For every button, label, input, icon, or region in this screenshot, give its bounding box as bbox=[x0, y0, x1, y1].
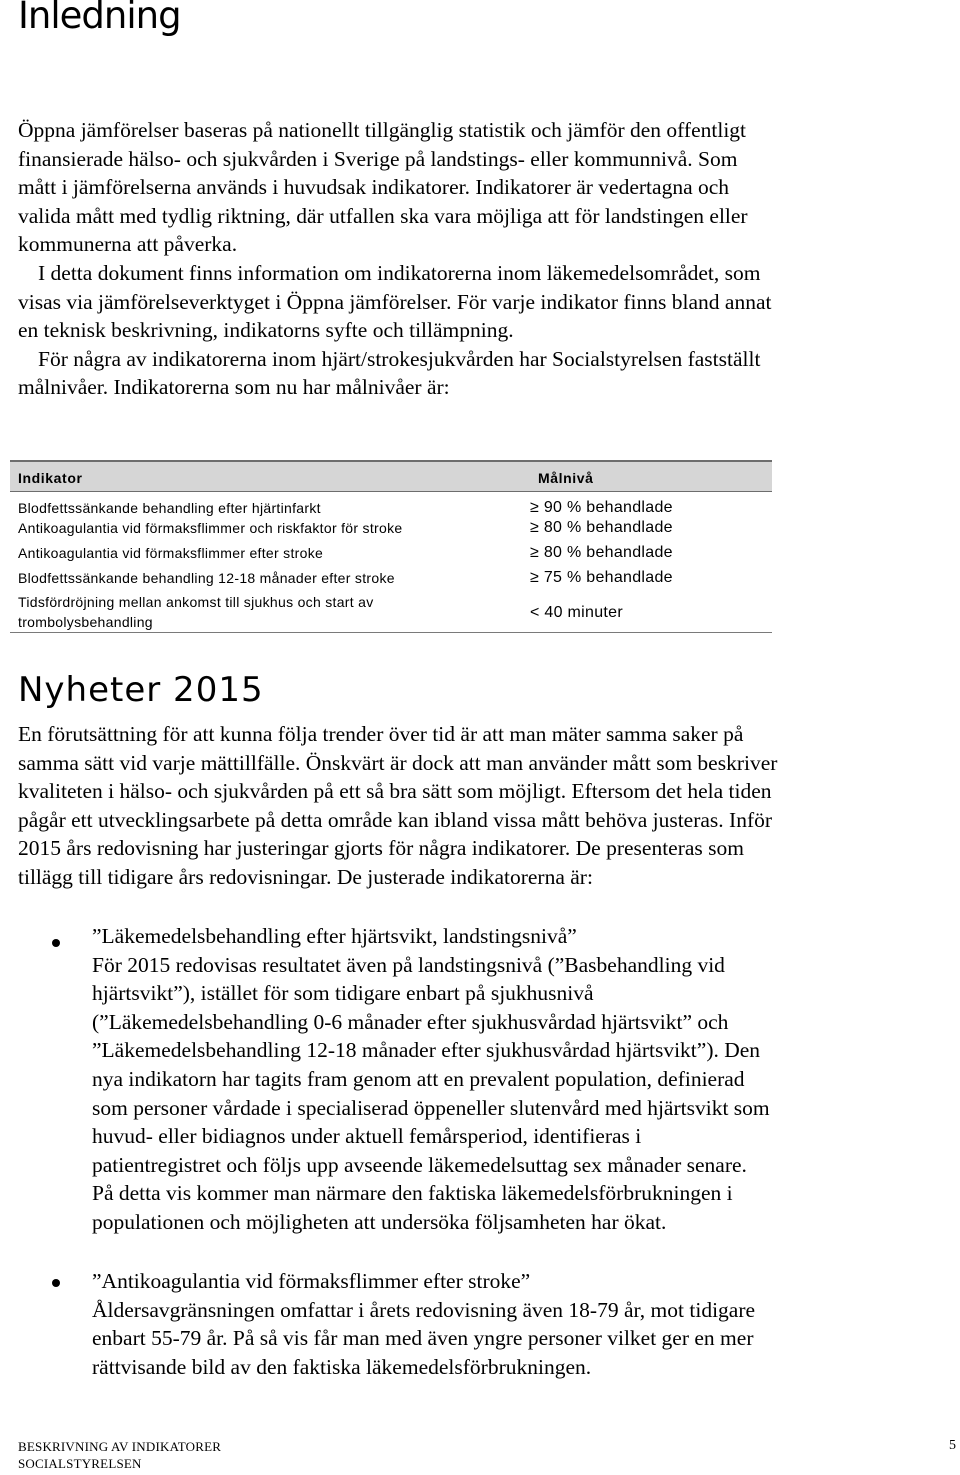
table-cell-malniva: < 40 minuter bbox=[530, 604, 623, 621]
list-item-text: För 2015 redovisas resultatet även på landstingsnivå (”Basbehandling vid hjärtsvikt”), istället för som tidigare enbart på sjukhusnivå (”Läkemedelsbehandling 0-6 månader efter sjukhusvårdad hjärtsvikt” och ”Läkemedelsbehandling 12-18 månader efter sjukhusvårdad hjärtsvikt”). Den nya indikatorn har tagits fram genom att en prevalent population, definierad som personer vårdade i specialiserad öppeneller slutenvård med hjärtsvikt som huvud- eller bidiagnos under aktuell femårsperiod, identifieras i patientregistret och följs upp avseende läkemedelsuttag sex månader senare. På detta vis kommer man närmare den faktiska läkemedelsförbrukningen i populationen och möjligheten att undersöka följsamheten har ökat. bbox=[92, 952, 770, 1234]
bullet-icon bbox=[52, 939, 60, 947]
list-item-title: ”Läkemedelsbehandling efter hjärtsvikt, landstingsnivå” bbox=[92, 924, 577, 948]
column-header-indikator: Indikator bbox=[18, 470, 83, 486]
table-cell-malniva: ≥ 90 % behandlade bbox=[530, 499, 673, 516]
table-cell-indikator: Antikoagulantia vid förmaksflimmer efter stroke bbox=[18, 545, 324, 561]
list-item-content bbox=[92, 1267, 772, 1381]
list-item-content bbox=[92, 922, 772, 1237]
intro-section bbox=[18, 116, 778, 402]
table-cell-indikator: Blodfettssänkande behandling efter hjärtinfarkt bbox=[18, 500, 321, 516]
table-cell-indikator: Tidsfördröjning mellan ankomst till sjukhus och start av trombolysbehandling bbox=[18, 594, 374, 630]
table-cell-malniva: ≥ 80 % behandlade bbox=[530, 544, 673, 561]
column-header-malniva: Målnivå bbox=[538, 470, 594, 486]
table-cell-indikator: Antikoagulantia vid förmaksflimmer och riskfaktor för stroke bbox=[18, 520, 403, 536]
nyheter-section bbox=[18, 720, 778, 892]
table-cell-malniva: ≥ 75 % behandlade bbox=[530, 569, 673, 586]
intro-paragraph-3: För några av indikatorerna inom hjärt/strokesjukvården har Socialstyrelsen fastställt målnivåer. Indikatorerna som nu har målnivåer är: bbox=[18, 346, 761, 400]
footer-document-title: BESKRIVNING AV INDIKATORER bbox=[18, 1439, 222, 1454]
list-item-text: Åldersavgränsningen omfattar i årets redovisning även 18-79 år, mot tidigare enbart 55-79 år. På så vis får man med även yngre personer vilket ger en mer rättvisande bild av den faktiska läkemedelsförbrukningen. bbox=[92, 1297, 756, 1379]
nyheter-paragraph: En förutsättning för att kunna följa trender över tid är att man mäter samma saker på samma sätt vid varje mättillfälle. Önskvärt är dock att man använder mått som beskriver kvaliteten i hälso- och sjukvården på ett så bra sätt som möjligt. Eftersom det hela tiden pågår ett utvecklingsarbete på detta område kan ibland vissa mått behöva justeras. Inför 2015 års redovisning har justeringar gjorts för några indikatorer. De presenteras som tillägg till tidigare års redovisningar. De justerade indikatorerna är: bbox=[18, 722, 778, 889]
intro-paragraph-1: Öppna jämförelser baseras på nationellt tillgänglig statistik och jämför den offentligt finansierade hälso- och sjukvården i Sverige på landstings- eller kommunnivå. Som mått i jämförelserna används i huvudsak indikatorer. Indikatorer är vedertagna och valida mått med tydlig riktning, där utfallen ska vara möjliga att för landstingen eller kommunerna att påverka. bbox=[18, 118, 748, 257]
bullet-icon bbox=[52, 1279, 60, 1287]
footer-publisher: SOCIALSTYRELSEN bbox=[18, 1456, 142, 1471]
table-cell-malniva: ≥ 80 % behandlade bbox=[530, 519, 673, 536]
heading-inledning: Inledning bbox=[18, 0, 181, 37]
intro-paragraph-2: I detta dokument finns information om indikatorerna inom läkemedelsområdet, som visas via jämförelseverktyget i Öppna jämförelser. För varje indikator finns bland annat en teknisk beskrivning, indikatorns syfte och tillämpning. bbox=[18, 260, 772, 343]
page-number: 5 bbox=[949, 1438, 956, 1453]
page-footer bbox=[18, 1438, 221, 1472]
table-header-row bbox=[10, 460, 772, 492]
list-item-title: ”Antikoagulantia vid förmaksflimmer efter stroke” bbox=[92, 1269, 531, 1293]
heading-nyheter: Nyheter 2015 bbox=[18, 670, 264, 710]
table-cell-indikator: Blodfettssänkande behandling 12-18 månader efter stroke bbox=[18, 570, 395, 586]
target-level-table bbox=[10, 460, 772, 633]
